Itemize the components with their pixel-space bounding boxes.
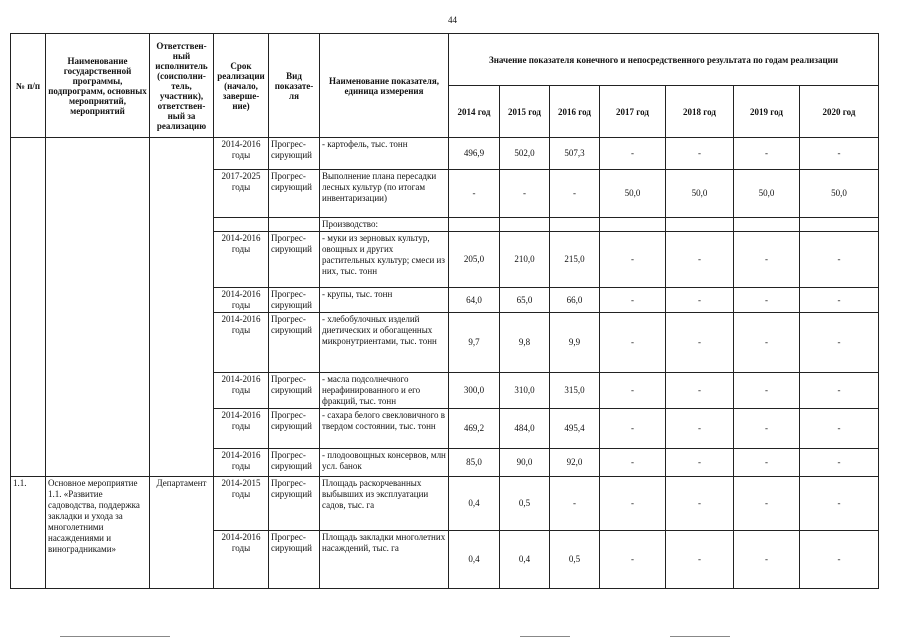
value-cell: 50,0: [734, 170, 800, 218]
term-cell: [214, 218, 269, 232]
term-cell: 2014-2015 годы: [214, 477, 269, 531]
value-cell: 484,0: [500, 409, 550, 449]
value-cell: 92,0: [550, 449, 600, 477]
value-cell: -: [500, 170, 550, 218]
value-cell: 0,4: [449, 477, 500, 531]
section-executor: Департамент: [150, 477, 214, 589]
value-cell: -: [666, 138, 734, 170]
value-cell: 9,7: [449, 313, 500, 373]
indicator-cell: - сахара белого свекловичного в твердом состоянии, тыс. тонн: [320, 409, 449, 449]
value-cell: -: [734, 313, 800, 373]
value-cell: -: [800, 531, 879, 589]
value-cell: -: [734, 373, 800, 409]
value-cell: -: [734, 138, 800, 170]
type-cell: [269, 218, 320, 232]
value-cell: -: [449, 170, 500, 218]
value-cell: 0,5: [550, 531, 600, 589]
value-cell: 0,4: [449, 531, 500, 589]
header-year: 2016 год: [550, 86, 600, 138]
scan-artifact-line: [60, 636, 170, 637]
type-cell: Прогрес-сирующий: [269, 170, 320, 218]
indicator-cell: - масла подсолнечного нерафинированного и его фракций, тыс. тонн: [320, 373, 449, 409]
value-cell: -: [800, 288, 879, 313]
term-cell: 2014-2016 годы: [214, 531, 269, 589]
type-cell: Прогрес-сирующий: [269, 232, 320, 288]
header-year: 2018 год: [666, 86, 734, 138]
value-cell: -: [666, 313, 734, 373]
value-cell: -: [550, 477, 600, 531]
indicator-cell: - хлебобулочных изделий диетических и обогащенных микронутриентами, тыс. тонн: [320, 313, 449, 373]
header-type: Вид показате-ля: [269, 34, 320, 138]
value-cell: -: [666, 449, 734, 477]
scan-artifact-line: [670, 636, 730, 637]
table-row: [11, 477, 879, 531]
value-cell: 65,0: [500, 288, 550, 313]
value-cell: 210,0: [500, 232, 550, 288]
value-cell: -: [734, 449, 800, 477]
value-cell: -: [734, 288, 800, 313]
value-cell: 9,8: [500, 313, 550, 373]
table-row: [11, 138, 879, 170]
value-cell: -: [666, 288, 734, 313]
value-cell: -: [800, 313, 879, 373]
header-year: 2017 год: [600, 86, 666, 138]
value-cell: 507,3: [550, 138, 600, 170]
value-cell: -: [666, 373, 734, 409]
value-cell: -: [600, 232, 666, 288]
value-cell: 310,0: [500, 373, 550, 409]
term-cell: 2014-2016 годы: [214, 409, 269, 449]
value-cell: 469,2: [449, 409, 500, 449]
value-cell: -: [666, 409, 734, 449]
term-cell: 2017-2025 годы: [214, 170, 269, 218]
header-executor: Ответствен-ный исполнитель (соисполни-тель, участник), ответствен-ный за реализацию: [150, 34, 214, 138]
section-program: Основное мероприятие 1.1. «Развитие садоводства, поддержка закладки и ухода за многолетними насаждениями и виноградниками»: [46, 477, 150, 589]
program-cell: [46, 138, 150, 477]
value-cell: 0,5: [500, 477, 550, 531]
indicators-table: [10, 33, 879, 589]
value-cell: 495,4: [550, 409, 600, 449]
no-cell: [11, 138, 46, 477]
header-year: 2015 год: [500, 86, 550, 138]
term-cell: 2014-2016 годы: [214, 138, 269, 170]
header-program: Наименование государственной программы, подпрограмм, основных мероприятий, мероприятий: [46, 34, 150, 138]
type-cell: Прогрес-сирующий: [269, 409, 320, 449]
executor-cell: [150, 138, 214, 477]
value-cell: -: [734, 531, 800, 589]
indicator-cell: - крупы, тыс. тонн: [320, 288, 449, 313]
value-cell: 90,0: [500, 449, 550, 477]
type-cell: Прогрес-сирующий: [269, 138, 320, 170]
value-cell: -: [600, 373, 666, 409]
header-indicator: Наименование показателя, единица измерения: [320, 34, 449, 138]
indicator-cell: Производство:: [320, 218, 449, 232]
value-cell: 215,0: [550, 232, 600, 288]
term-cell: 2014-2016 годы: [214, 449, 269, 477]
indicator-cell: - муки из зерновых культур, овощных и других растительных культур; смеси из них, тыс. тонн: [320, 232, 449, 288]
value-cell: 315,0: [550, 373, 600, 409]
section-no: 1.1.: [11, 477, 46, 589]
type-cell: Прогрес-сирующий: [269, 373, 320, 409]
header-term: Срок реализации (начало, заверше-ние): [214, 34, 269, 138]
type-cell: Прогрес-сирующий: [269, 449, 320, 477]
indicator-cell: Выполнение плана пересадки лесных культур (по итогам инвентаризации): [320, 170, 449, 218]
header-year: 2020 год: [800, 86, 879, 138]
value-cell: -: [600, 477, 666, 531]
type-cell: Прогрес-сирующий: [269, 313, 320, 373]
value-cell: -: [600, 313, 666, 373]
header-no: № п/п: [11, 34, 46, 138]
value-cell: -: [600, 288, 666, 313]
indicator-cell: Площадь закладки многолетних насаждений, тыс. га: [320, 531, 449, 589]
indicator-cell: Площадь раскорчеванных выбывших из эксплуатации садов, тыс. га: [320, 477, 449, 531]
value-cell: -: [666, 232, 734, 288]
indicator-cell: - картофель, тыс. тонн: [320, 138, 449, 170]
header-values-group: Значение показателя конечного и непосредственного результата по годам реализации: [449, 34, 879, 86]
type-cell: Прогрес-сирующий: [269, 288, 320, 313]
value-cell: -: [666, 531, 734, 589]
value-cell: -: [800, 232, 879, 288]
value-cell: 205,0: [449, 232, 500, 288]
value-cell: 66,0: [550, 288, 600, 313]
value-cell: 50,0: [666, 170, 734, 218]
value-cell: -: [734, 232, 800, 288]
value-cell: 50,0: [800, 170, 879, 218]
value-cell: 64,0: [449, 288, 500, 313]
header-year: 2019 год: [734, 86, 800, 138]
type-cell: Прогрес-сирующий: [269, 477, 320, 531]
value-cell: -: [600, 138, 666, 170]
value-cell: 300,0: [449, 373, 500, 409]
scan-artifact-line: [520, 636, 570, 637]
value-cell: -: [800, 449, 879, 477]
term-cell: 2014-2016 годы: [214, 373, 269, 409]
value-cell: -: [666, 477, 734, 531]
value-cell: -: [734, 477, 800, 531]
term-cell: 2014-2016 годы: [214, 313, 269, 373]
value-cell: -: [600, 449, 666, 477]
value-cell: -: [734, 409, 800, 449]
value-cell: -: [600, 409, 666, 449]
value-cell: -: [550, 170, 600, 218]
value-cell: -: [800, 138, 879, 170]
term-cell: 2014-2016 годы: [214, 232, 269, 288]
value-cell: 502,0: [500, 138, 550, 170]
value-cell: 85,0: [449, 449, 500, 477]
type-cell: Прогрес-сирующий: [269, 531, 320, 589]
value-cell: 496,9: [449, 138, 500, 170]
term-cell: 2014-2016 годы: [214, 288, 269, 313]
header-year: 2014 год: [449, 86, 500, 138]
value-cell: -: [800, 409, 879, 449]
value-cell: -: [800, 373, 879, 409]
value-cell: -: [600, 531, 666, 589]
indicator-cell: - плодоовощных консервов, млн усл. банок: [320, 449, 449, 477]
page-number: 44: [448, 15, 457, 25]
value-cell: -: [800, 477, 879, 531]
value-cell: 50,0: [600, 170, 666, 218]
value-cell: 9,9: [550, 313, 600, 373]
value-cell: 0,4: [500, 531, 550, 589]
